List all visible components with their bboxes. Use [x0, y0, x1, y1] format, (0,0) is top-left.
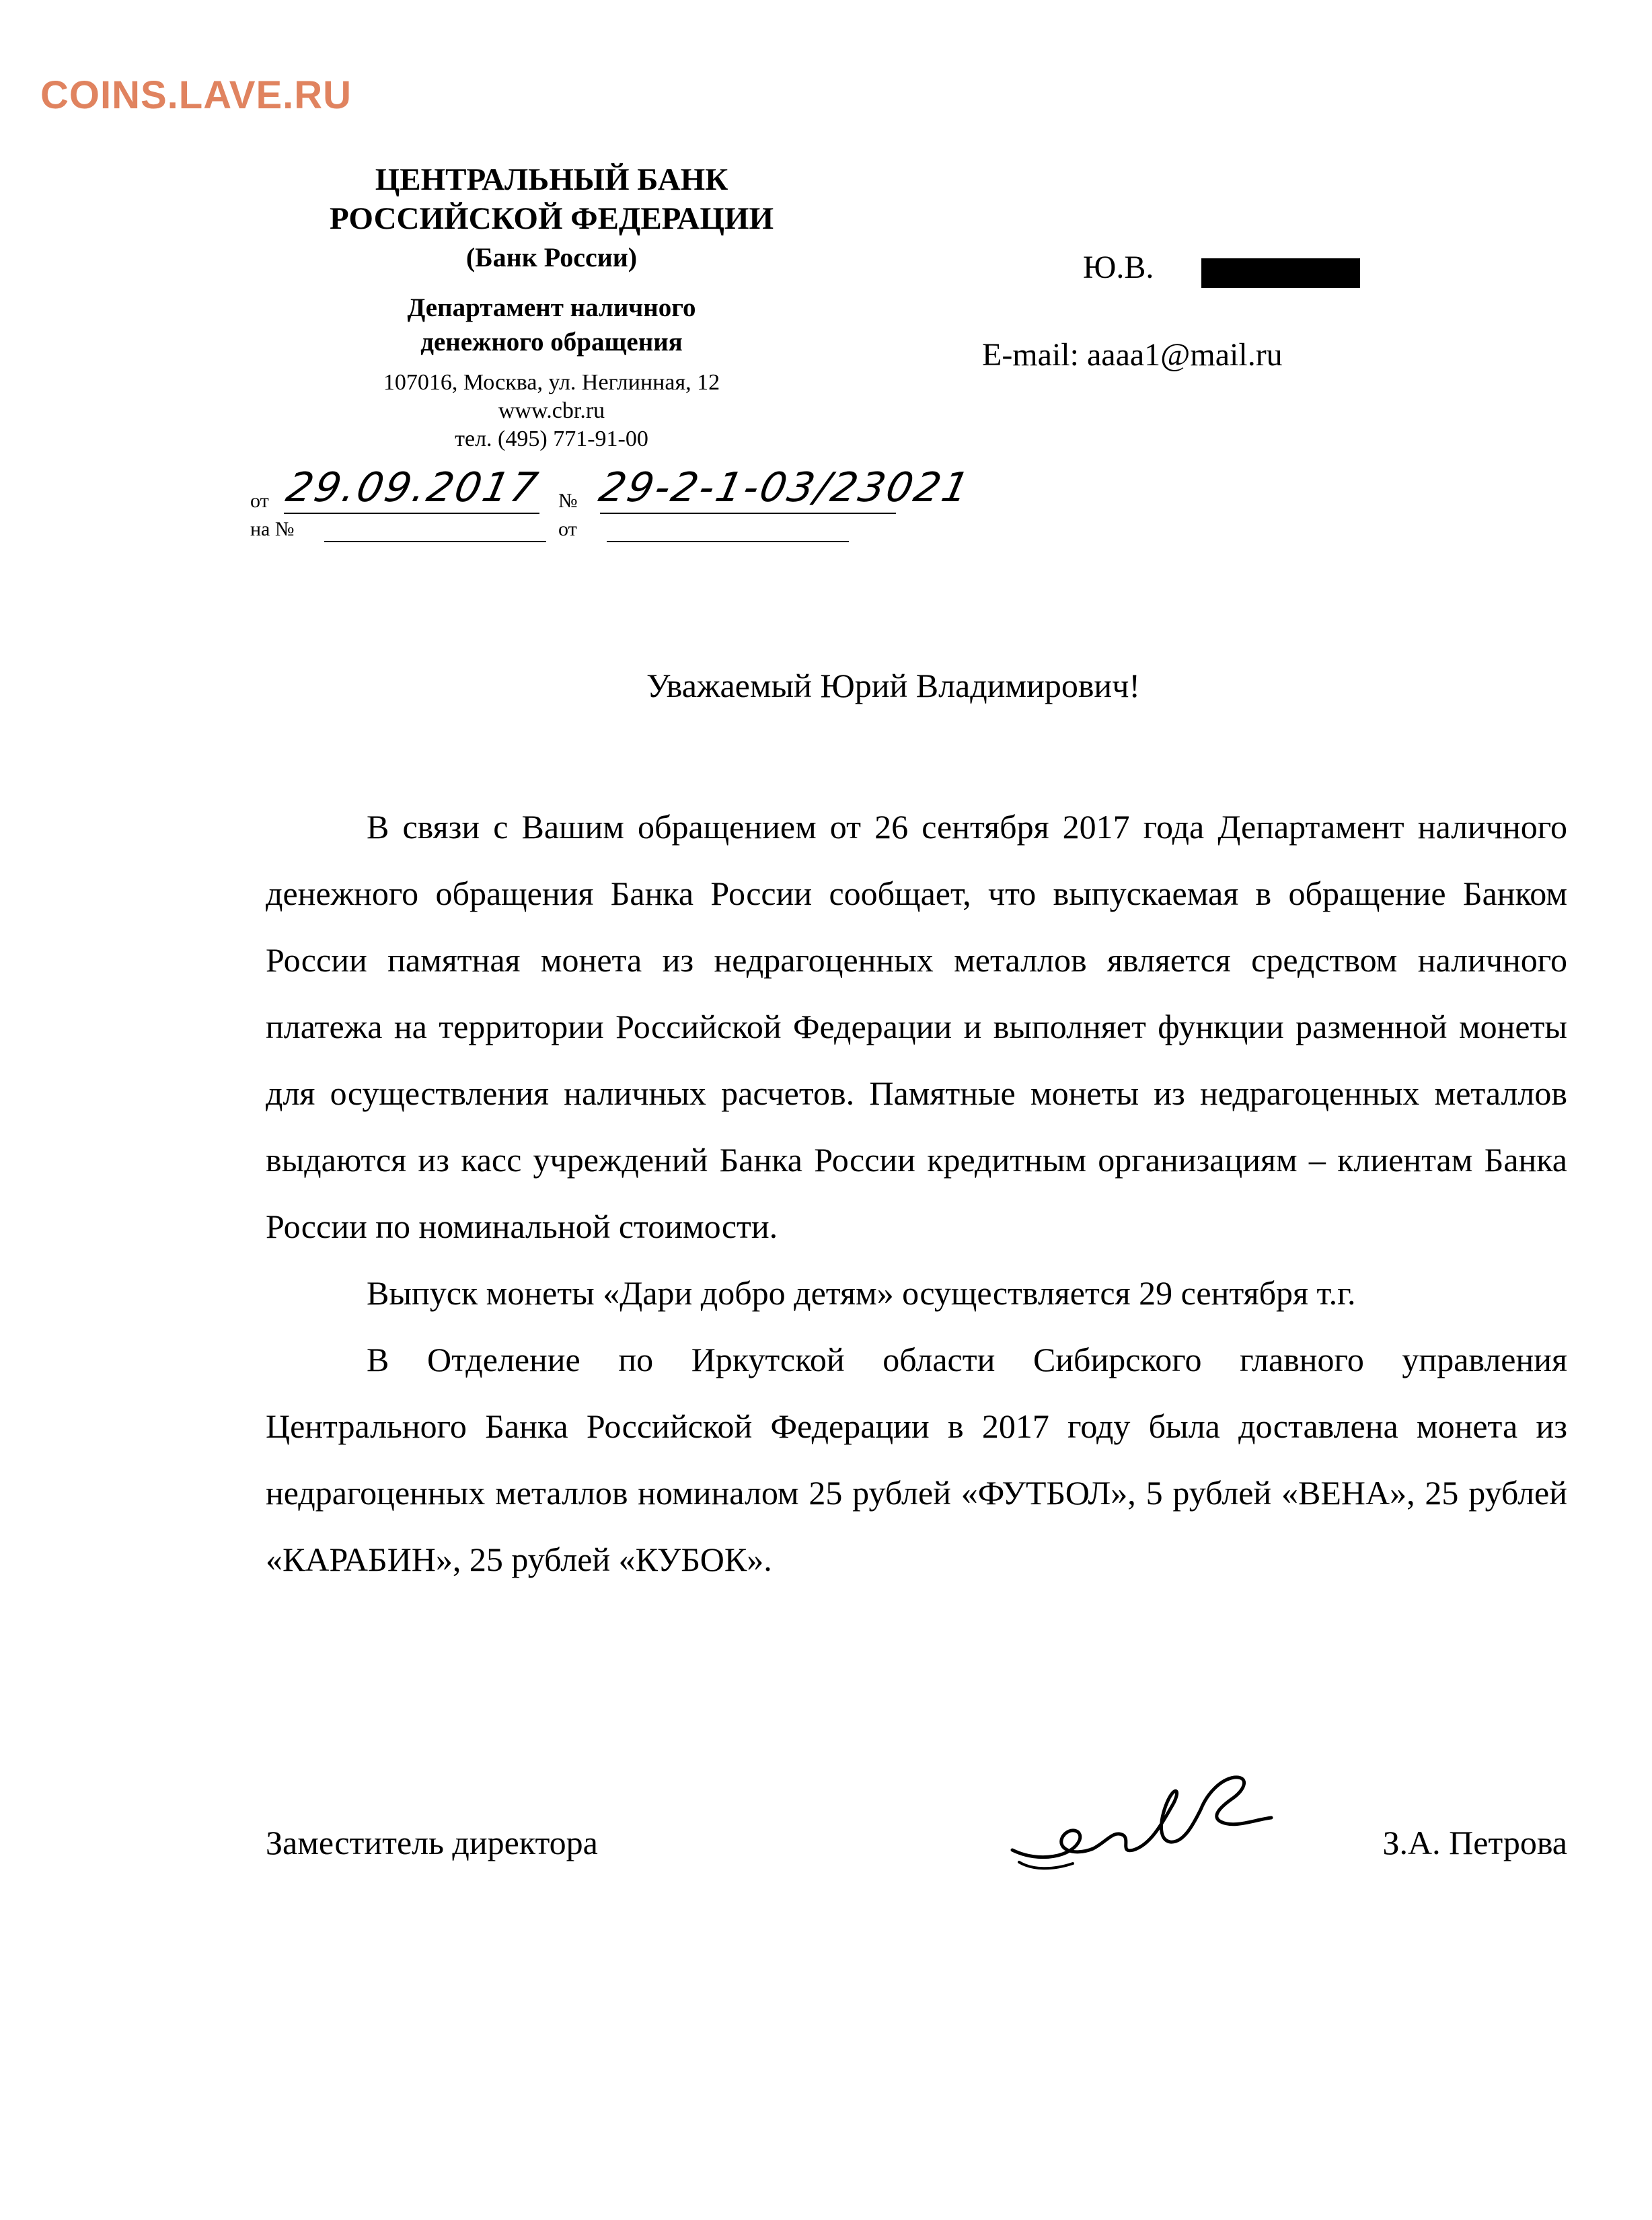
reply-number-underline	[324, 541, 546, 542]
from-label: от	[250, 490, 269, 512]
number-underline	[600, 513, 896, 514]
reply-date-label: от	[558, 518, 577, 540]
body-paragraph-1: В связи с Вашим обращением от 26 сентября 2017 года Департамент наличного денежного обращения Банка России сообщает, что выпускаемая в обращение Банком России памятная монета из недрагоценных металлов является средством наличного платежа на территории Российской Федерации и выполняет функции разменной монеты для осуществления наличных расчетов. Памятные монеты из недрагоценных металлов выдаются из касс учреждений Банка России кредитным организациям – клиентам Банка России по номинальной стоимости.	[266, 808, 1567, 1245]
reference-block	[250, 464, 990, 552]
department-line2: денежного обращения	[420, 328, 683, 357]
bank-website: www.cbr.ru	[498, 398, 605, 423]
bank-name-line2: РОССИЙСКОЙ ФЕДЕРАЦИИ	[330, 201, 774, 236]
handwritten-number: 29-2-1-03/23021	[595, 464, 975, 511]
recipient-name: Ю.В.	[1083, 250, 1154, 285]
bank-address: 107016, Москва, ул. Неглинная, 12	[383, 370, 720, 395]
watermark: COINS.LAVE.RU	[40, 73, 352, 117]
reply-to-label: на №	[250, 518, 295, 540]
body-paragraph-3: В Отделение по Иркутской области Сибирского главного управления Центрального Банка Российской Федерации в 2017 году была доставлена монета из недрагоценных металлов номиналом 25 рублей «ФУТБОЛ», 5 рублей «ВЕНА», 25 рублей «КАРАБИН», 25 рублей «КУБОК».	[266, 1341, 1567, 1578]
reply-date-underline	[607, 541, 849, 542]
number-label: №	[558, 490, 578, 512]
handwritten-date: 29.09.2017	[282, 464, 543, 511]
date-underline	[284, 513, 539, 514]
bank-name-line1: ЦЕНТРАЛЬНЫЙ БАНК	[375, 162, 728, 197]
letter-body	[266, 794, 1567, 1593]
recipient-email: E-mail: aaaa1@mail.ru	[982, 337, 1283, 373]
signature-row	[266, 1810, 1567, 1917]
signatory-name: З.А. Петрова	[1382, 1824, 1567, 1861]
letterhead	[256, 160, 848, 453]
salutation	[0, 666, 1652, 705]
redaction-bar	[1201, 258, 1360, 288]
bank-short-name: (Банк России)	[465, 242, 638, 272]
body-paragraph-2: Выпуск монеты «Дари добро детям» осуществляется 29 сентября т.г.	[367, 1274, 1356, 1312]
signatory-title: Заместитель директора	[266, 1824, 598, 1861]
handwritten-signature	[999, 1763, 1281, 1884]
department-line1: Департамент наличного	[407, 293, 696, 322]
salutation-text: Уважаемый Юрий Владимирович!	[646, 667, 1140, 704]
bank-phone: тел. (495) 771-91-00	[455, 427, 648, 451]
